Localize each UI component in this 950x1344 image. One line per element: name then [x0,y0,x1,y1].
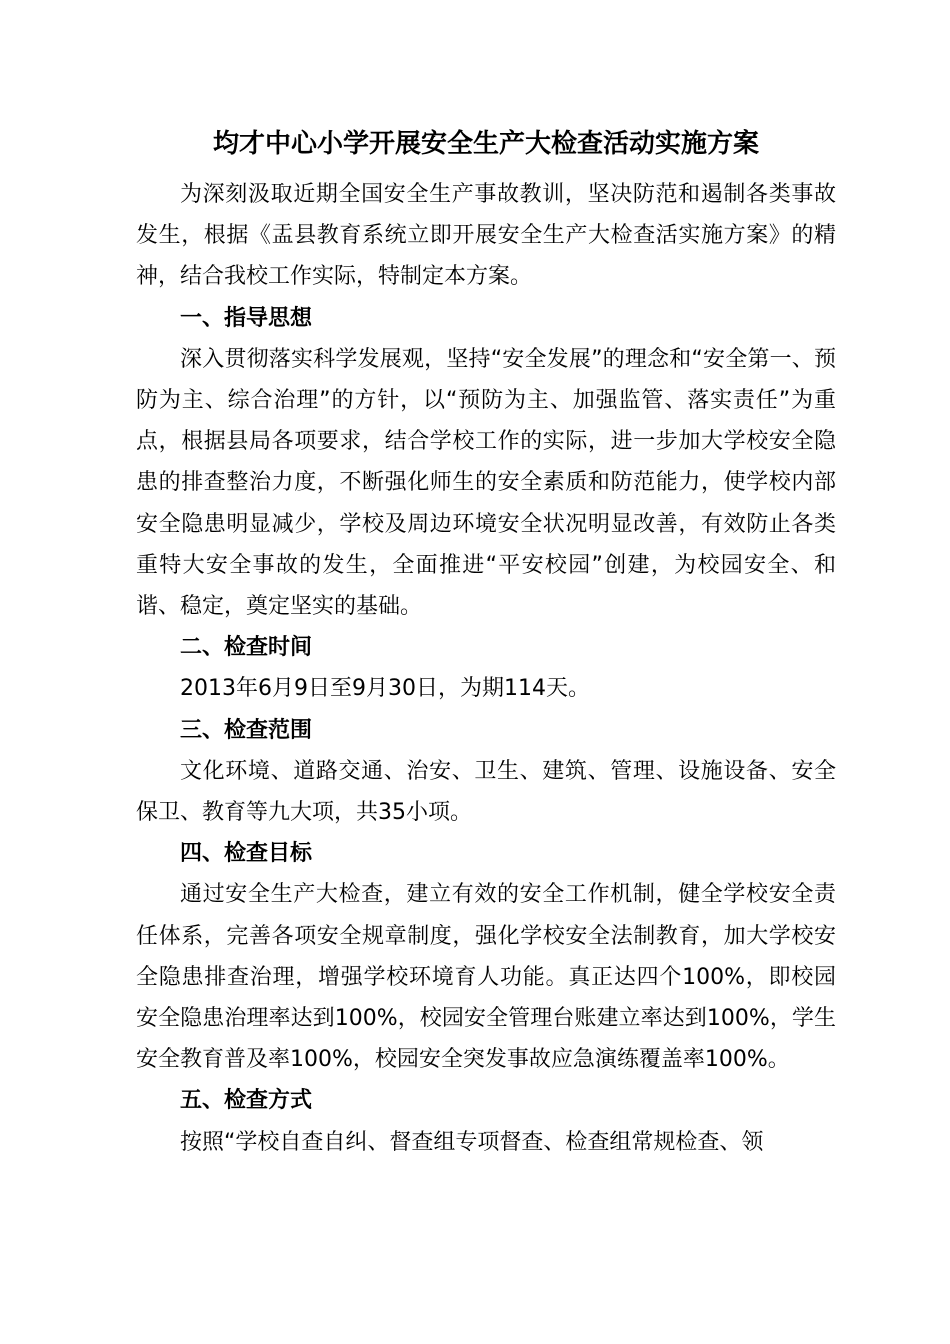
document-page [136,122,836,1163]
section-heading-inspection-method: 五、检查方式 [180,1088,313,1114]
section-body-inspection-goal: 通过安全生产大检查，建立有效的安全工作机制，健全学校安全责任体系，完善各项安全规章制度，强化学校安全法制教育，加大学校安全隐患排查治理，增强学校环境育人功能。真正达四个100%，即校园安全隐患治理率达到100%，校园安全管理台账建立率达到100%，学生安全教育普及率100%，校园安全突发事故应急演练覆盖率100%。 [136,882,836,1073]
document-title: 均才中心小学开展安全生产大检查活动实施方案 [212,129,759,159]
intro-paragraph: 为深刻汲取近期全国安全生产事故教训，坚决防范和遏制各类事故发生，根据《盂县教育系统立即开展安全生产大检查活实施方案》的精神，结合我校工作实际，特制定本方案。 [136,182,836,290]
section-body-inspection-scope: 文化环境、道路交通、治安、卫生、建筑、管理、设施设备、安全保卫、教育等九大项，共35小项。 [136,758,836,826]
section-body-guiding-thought: 深入贯彻落实科学发展观，坚持“安全发展”的理念和“安全第一、预防为主、综合治理”的方针，以“预防为主、加强监管、落实责任”为重点，根据县局各项要求，结合学校工作的实际，进一步加大学校安全隐患的排查整治力度，不断强化师生的安全素质和防范能力，使学校内部安全隐患明显减少，学校及周边环境安全状况明显改善，有效防止各类重特大安全事故的发生，全面推进“平安校园”创建，为校园安全、和谐、稳定，奠定坚实的基础。 [136,346,836,620]
section-body-inspection-time: 2013年6月9日至9月30日，为期114天。 [180,676,590,702]
section-heading-inspection-goal: 四、检查目标 [180,841,313,867]
section-heading-inspection-time: 二、检查时间 [180,635,313,661]
section-heading-inspection-scope: 三、检查范围 [180,717,313,743]
section-heading-guiding-thought: 一、指导思想 [180,305,313,331]
section-body-inspection-method: 按照“学校自查自纠、督查组专项督查、检查组常规检查、领 [180,1129,764,1155]
